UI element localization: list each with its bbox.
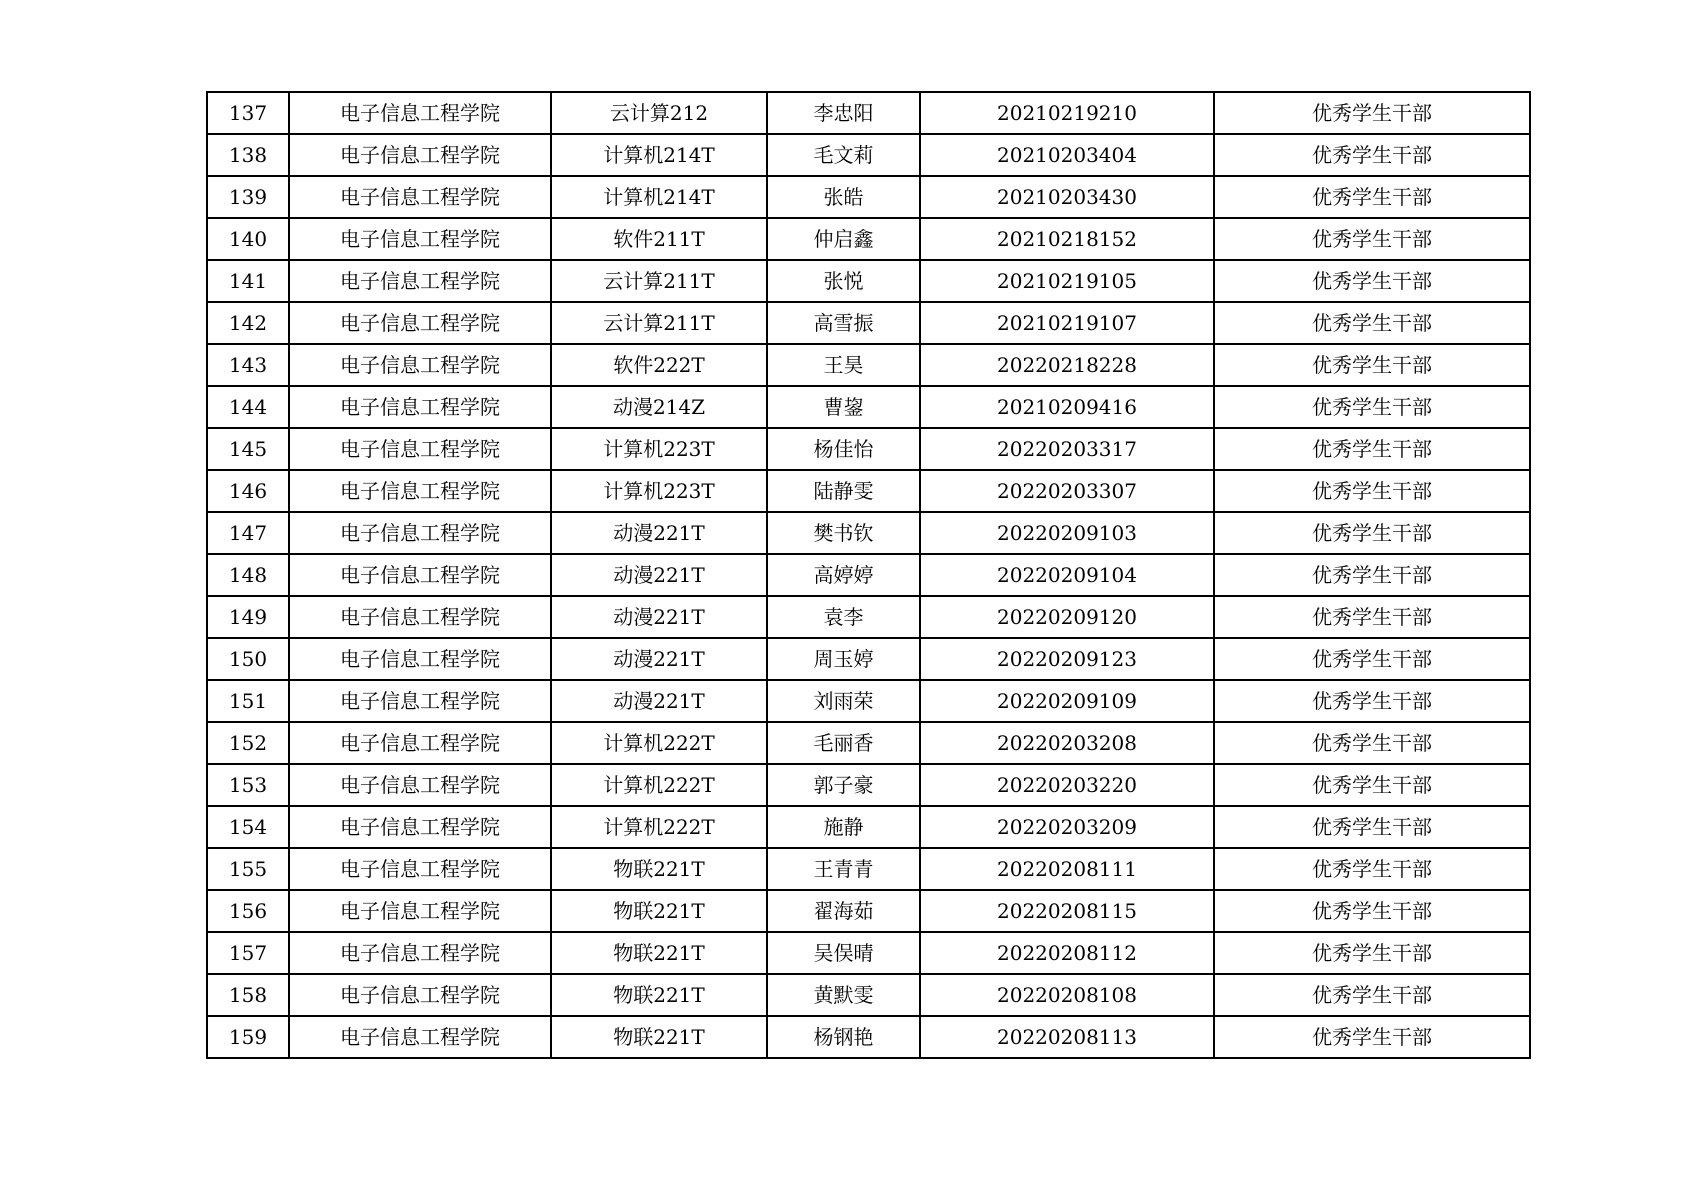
row-number-cell: 159 <box>207 1016 289 1058</box>
student-id-cell: 20220209104 <box>920 554 1214 596</box>
award-cell: 优秀学生干部 <box>1214 848 1530 890</box>
college-cell: 电子信息工程学院 <box>289 218 551 260</box>
college-cell: 电子信息工程学院 <box>289 344 551 386</box>
college-cell: 电子信息工程学院 <box>289 806 551 848</box>
class-cell: 计算机222T <box>551 806 767 848</box>
student-id-cell: 20220218228 <box>920 344 1214 386</box>
award-cell: 优秀学生干部 <box>1214 134 1530 176</box>
table-row <box>207 218 1530 260</box>
student-id-cell: 20220209109 <box>920 680 1214 722</box>
student-id-cell: 20210219105 <box>920 260 1214 302</box>
college-cell: 电子信息工程学院 <box>289 512 551 554</box>
student-id-cell: 20210203430 <box>920 176 1214 218</box>
table-row <box>207 638 1530 680</box>
student-name-cell: 翟海茹 <box>767 890 920 932</box>
row-number-cell: 139 <box>207 176 289 218</box>
row-number-cell: 156 <box>207 890 289 932</box>
college-cell: 电子信息工程学院 <box>289 134 551 176</box>
student-id-cell: 20220208113 <box>920 1016 1214 1058</box>
student-name-cell: 刘雨荣 <box>767 680 920 722</box>
student-name-cell: 曹鋆 <box>767 386 920 428</box>
table-row <box>207 176 1530 218</box>
award-cell: 优秀学生干部 <box>1214 470 1530 512</box>
student-name-cell: 杨钢艳 <box>767 1016 920 1058</box>
award-cell: 优秀学生干部 <box>1214 260 1530 302</box>
student-id-cell: 20220209123 <box>920 638 1214 680</box>
student-name-cell: 郭子豪 <box>767 764 920 806</box>
student-id-cell: 20210218152 <box>920 218 1214 260</box>
row-number-cell: 151 <box>207 680 289 722</box>
college-cell: 电子信息工程学院 <box>289 722 551 764</box>
student-id-cell: 20210219107 <box>920 302 1214 344</box>
student-name-cell: 杨佳怡 <box>767 428 920 470</box>
student-name-cell: 李忠阳 <box>767 92 920 134</box>
student-name-cell: 张皓 <box>767 176 920 218</box>
award-cell: 优秀学生干部 <box>1214 428 1530 470</box>
class-cell: 软件211T <box>551 218 767 260</box>
table-row <box>207 470 1530 512</box>
student-id-cell: 20210209416 <box>920 386 1214 428</box>
table-row <box>207 134 1530 176</box>
award-roster-table <box>206 91 1531 1059</box>
student-name-cell: 王昊 <box>767 344 920 386</box>
class-cell: 计算机214T <box>551 134 767 176</box>
college-cell: 电子信息工程学院 <box>289 1016 551 1058</box>
award-cell: 优秀学生干部 <box>1214 218 1530 260</box>
row-number-cell: 142 <box>207 302 289 344</box>
student-name-cell: 樊书钦 <box>767 512 920 554</box>
student-id-cell: 20220203317 <box>920 428 1214 470</box>
table-row <box>207 386 1530 428</box>
row-number-cell: 148 <box>207 554 289 596</box>
row-number-cell: 158 <box>207 974 289 1016</box>
row-number-cell: 154 <box>207 806 289 848</box>
student-name-cell: 袁李 <box>767 596 920 638</box>
student-name-cell: 周玉婷 <box>767 638 920 680</box>
class-cell: 软件222T <box>551 344 767 386</box>
table-row <box>207 428 1530 470</box>
class-cell: 物联221T <box>551 890 767 932</box>
award-cell: 优秀学生干部 <box>1214 638 1530 680</box>
award-cell: 优秀学生干部 <box>1214 932 1530 974</box>
award-cell: 优秀学生干部 <box>1214 890 1530 932</box>
row-number-cell: 147 <box>207 512 289 554</box>
roster-body <box>207 92 1530 1058</box>
class-cell: 动漫221T <box>551 638 767 680</box>
table-row <box>207 680 1530 722</box>
class-cell: 计算机223T <box>551 470 767 512</box>
student-id-cell: 20220208112 <box>920 932 1214 974</box>
student-name-cell: 高雪振 <box>767 302 920 344</box>
award-cell: 优秀学生干部 <box>1214 974 1530 1016</box>
student-name-cell: 毛丽香 <box>767 722 920 764</box>
row-number-cell: 143 <box>207 344 289 386</box>
student-id-cell: 20210203404 <box>920 134 1214 176</box>
table-row <box>207 554 1530 596</box>
row-number-cell: 146 <box>207 470 289 512</box>
college-cell: 电子信息工程学院 <box>289 596 551 638</box>
award-cell: 优秀学生干部 <box>1214 596 1530 638</box>
award-cell: 优秀学生干部 <box>1214 722 1530 764</box>
award-cell: 优秀学生干部 <box>1214 92 1530 134</box>
award-cell: 优秀学生干部 <box>1214 806 1530 848</box>
award-cell: 优秀学生干部 <box>1214 302 1530 344</box>
student-name-cell: 高婷婷 <box>767 554 920 596</box>
student-id-cell: 20220203209 <box>920 806 1214 848</box>
student-id-cell: 20220203208 <box>920 722 1214 764</box>
table-row <box>207 764 1530 806</box>
student-name-cell: 施静 <box>767 806 920 848</box>
college-cell: 电子信息工程学院 <box>289 176 551 218</box>
row-number-cell: 157 <box>207 932 289 974</box>
student-id-cell: 20220203307 <box>920 470 1214 512</box>
class-cell: 动漫221T <box>551 680 767 722</box>
table-row <box>207 344 1530 386</box>
college-cell: 电子信息工程学院 <box>289 638 551 680</box>
table-row <box>207 260 1530 302</box>
row-number-cell: 141 <box>207 260 289 302</box>
table-row <box>207 1016 1530 1058</box>
student-id-cell: 20220208108 <box>920 974 1214 1016</box>
college-cell: 电子信息工程学院 <box>289 848 551 890</box>
class-cell: 计算机222T <box>551 764 767 806</box>
award-cell: 优秀学生干部 <box>1214 680 1530 722</box>
class-cell: 云计算211T <box>551 302 767 344</box>
student-name-cell: 吴俣晴 <box>767 932 920 974</box>
student-name-cell: 张悦 <box>767 260 920 302</box>
row-number-cell: 140 <box>207 218 289 260</box>
college-cell: 电子信息工程学院 <box>289 554 551 596</box>
college-cell: 电子信息工程学院 <box>289 890 551 932</box>
table-row <box>207 302 1530 344</box>
class-cell: 云计算212 <box>551 92 767 134</box>
college-cell: 电子信息工程学院 <box>289 302 551 344</box>
row-number-cell: 152 <box>207 722 289 764</box>
award-cell: 优秀学生干部 <box>1214 344 1530 386</box>
table-row <box>207 806 1530 848</box>
award-cell: 优秀学生干部 <box>1214 1016 1530 1058</box>
table-row <box>207 848 1530 890</box>
student-id-cell: 20220208111 <box>920 848 1214 890</box>
row-number-cell: 137 <box>207 92 289 134</box>
table-row <box>207 890 1530 932</box>
table-row <box>207 932 1530 974</box>
student-id-cell: 20220209103 <box>920 512 1214 554</box>
row-number-cell: 155 <box>207 848 289 890</box>
table-row <box>207 722 1530 764</box>
class-cell: 动漫221T <box>551 512 767 554</box>
class-cell: 云计算211T <box>551 260 767 302</box>
award-cell: 优秀学生干部 <box>1214 176 1530 218</box>
row-number-cell: 150 <box>207 638 289 680</box>
student-id-cell: 20210219210 <box>920 92 1214 134</box>
student-id-cell: 20220209120 <box>920 596 1214 638</box>
class-cell: 动漫221T <box>551 554 767 596</box>
class-cell: 动漫214Z <box>551 386 767 428</box>
row-number-cell: 145 <box>207 428 289 470</box>
student-name-cell: 黄默雯 <box>767 974 920 1016</box>
class-cell: 计算机222T <box>551 722 767 764</box>
class-cell: 物联221T <box>551 974 767 1016</box>
class-cell: 计算机223T <box>551 428 767 470</box>
college-cell: 电子信息工程学院 <box>289 92 551 134</box>
college-cell: 电子信息工程学院 <box>289 386 551 428</box>
college-cell: 电子信息工程学院 <box>289 470 551 512</box>
row-number-cell: 149 <box>207 596 289 638</box>
college-cell: 电子信息工程学院 <box>289 932 551 974</box>
college-cell: 电子信息工程学院 <box>289 764 551 806</box>
college-cell: 电子信息工程学院 <box>289 428 551 470</box>
row-number-cell: 153 <box>207 764 289 806</box>
row-number-cell: 138 <box>207 134 289 176</box>
student-id-cell: 20220208115 <box>920 890 1214 932</box>
student-name-cell: 毛文莉 <box>767 134 920 176</box>
college-cell: 电子信息工程学院 <box>289 260 551 302</box>
award-cell: 优秀学生干部 <box>1214 764 1530 806</box>
row-number-cell: 144 <box>207 386 289 428</box>
table-row <box>207 512 1530 554</box>
table-row <box>207 92 1530 134</box>
class-cell: 物联221T <box>551 932 767 974</box>
student-name-cell: 王青青 <box>767 848 920 890</box>
college-cell: 电子信息工程学院 <box>289 680 551 722</box>
class-cell: 物联221T <box>551 1016 767 1058</box>
class-cell: 物联221T <box>551 848 767 890</box>
class-cell: 计算机214T <box>551 176 767 218</box>
table-row <box>207 596 1530 638</box>
student-name-cell: 陆静雯 <box>767 470 920 512</box>
award-cell: 优秀学生干部 <box>1214 554 1530 596</box>
college-cell: 电子信息工程学院 <box>289 974 551 1016</box>
award-cell: 优秀学生干部 <box>1214 386 1530 428</box>
class-cell: 动漫221T <box>551 596 767 638</box>
student-id-cell: 20220203220 <box>920 764 1214 806</box>
table-row <box>207 974 1530 1016</box>
award-cell: 优秀学生干部 <box>1214 512 1530 554</box>
student-name-cell: 仲启鑫 <box>767 218 920 260</box>
